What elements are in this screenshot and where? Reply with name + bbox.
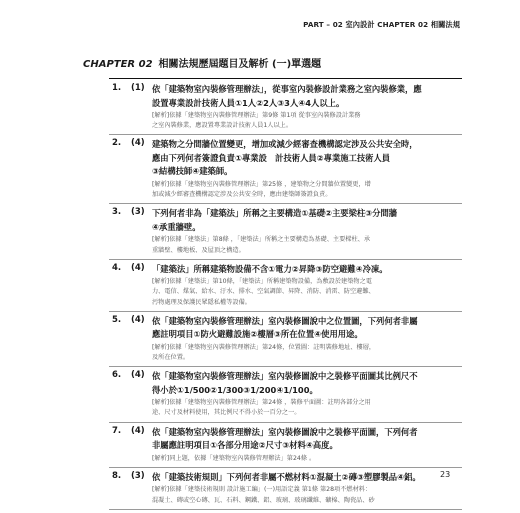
question-stem: 依「建築技術規則」下列何者非屬不燃材料①混凝土②磚③塑膠製品④鋁。 — [152, 471, 421, 482]
question-explanation: [解析]依據「建築物室內裝修管理辦法」第24條，位置圖：註明裝修地址、樓層， 及所在位置。 — [152, 343, 376, 362]
chapter-number: CHAPTER 02 — [83, 59, 153, 70]
question-stem: 依「建築物室內裝修管理辦法」室內裝修圖說中之位置圖，下列何者非屬 應註明項目①防火避難設施②樓層③所在位置④使用用途。 — [152, 315, 418, 340]
question-stem: 依「建築物室內裝修管理辦法」，從事室內裝修設計業務之室內裝修業，應 設置專業設計技術人員①1人②2人③3人④4人以上。 — [152, 84, 422, 108]
question-number: 5. — [112, 314, 122, 325]
question-item — [109, 426, 462, 468]
question-explanation: [解析]依據「建築法」第10條，「建築法」所稱建築物設備，為敷設於建築物之電 力、電信、煤氣、給水、汙水、排水、空氣調節、昇降、消防、消雷、防空避難、 污物處理及保護民眾隱私權等設備。 — [152, 278, 375, 306]
question-list — [109, 78, 462, 513]
question-item — [109, 370, 462, 422]
question-explanation: [解析]依據「建築物室內裝修管理辦法」第24條 ，裝修平面圖：註明各部分之用 途、尺寸及材料使用，其比例尺不得小於一百分之一。 — [152, 399, 371, 417]
question-item — [109, 138, 462, 204]
question-item — [109, 263, 462, 312]
question-explanation: [解析]依據「建築物室內裝修管理辦法」第25條 ，建築物之分間牆位置變更，增 加或減少經審查機構認定涉及公共安全時，應由建築師簽證負責。 — [152, 180, 371, 199]
question-stem: 「建築法」所稱建築物設備不含①電力②昇降③防空避難④冷凍。 — [152, 263, 388, 274]
question-number: 2. — [112, 138, 122, 149]
question-number: 6. — [112, 370, 122, 381]
question-answer: (4) — [131, 138, 145, 149]
question-item — [109, 207, 462, 259]
question-stem: 依「建築物室內裝修管理辦法」室內裝修圖說中之裝修平面圖其比例尺不 得小於①1/500②1/300③1/200④1/100。 — [152, 371, 418, 395]
question-answer: (4) — [131, 425, 145, 436]
question-item — [109, 471, 462, 510]
question-stem: 下列何者非為「建築法」所稱之主要構造①基礎②主要梁柱③分間牆 ④承重牆壁。 — [152, 208, 398, 232]
question-item — [109, 78, 462, 135]
question-stem: 建築物之分間牆位置變更，增加或減少經審查機構認定涉及公共安全時， 應由下列何者簽證負責①專業設 計技術人員②專業施工技術人員 ③結構技師④建築師。 — [152, 139, 418, 177]
question-number: 7. — [112, 425, 122, 436]
question-answer: (3) — [131, 470, 145, 481]
chapter-title: 相關法規歷屆題目及解析 (一)單選題 — [158, 59, 322, 70]
question-answer: (4) — [131, 370, 145, 381]
question-answer: (4) — [131, 314, 145, 325]
question-answer: (4) — [131, 262, 145, 273]
question-number: 1. — [112, 83, 122, 93]
running-header: PART – 02 室內設計 CHAPTER 02 相關法規 — [303, 20, 460, 29]
question-number: 3. — [112, 207, 122, 218]
question-stem: 依「建築物室內裝修管理辦法」室內裝修圖說中之裝修平面圖，下列何者 非屬應註明項目①各部分用途②尺寸③材料④高度。 — [152, 426, 418, 451]
chapter-heading — [83, 55, 321, 70]
question-item — [109, 315, 462, 367]
question-number: 4. — [112, 262, 122, 273]
question-explanation: [解析]依據「建築法」第8條 ，「建築法」所稱之主要構造為基礎、主要樑柱、承 重牆壁、樓地板、及屋頂之構造。 — [152, 236, 371, 254]
page-number: 23 — [440, 470, 451, 479]
question-explanation: [解析]同上題，依據「建築物室內裝修管理辦法」第24條 。 — [152, 454, 316, 462]
question-explanation: [解析]依據「建築技術規則 設計施工編」(一)用語定義 第1條 第28項不燃材料： 混凝土、磚或空心磚、瓦、石料、鋼鐵、鋁、玻璃、玻璃纖維、礦棉、陶瓷品、砂 — [152, 486, 375, 504]
question-number: 8. — [112, 470, 122, 481]
question-answer: (3) — [131, 207, 145, 218]
question-answer: (1) — [131, 83, 145, 93]
question-explanation: [解析]依據「建築物室內裝修管理辦法」第9條 第1項 從事室內裝修設計業務 之室內裝修業，應設置專業設計技術人員1人以上。 — [152, 112, 361, 130]
